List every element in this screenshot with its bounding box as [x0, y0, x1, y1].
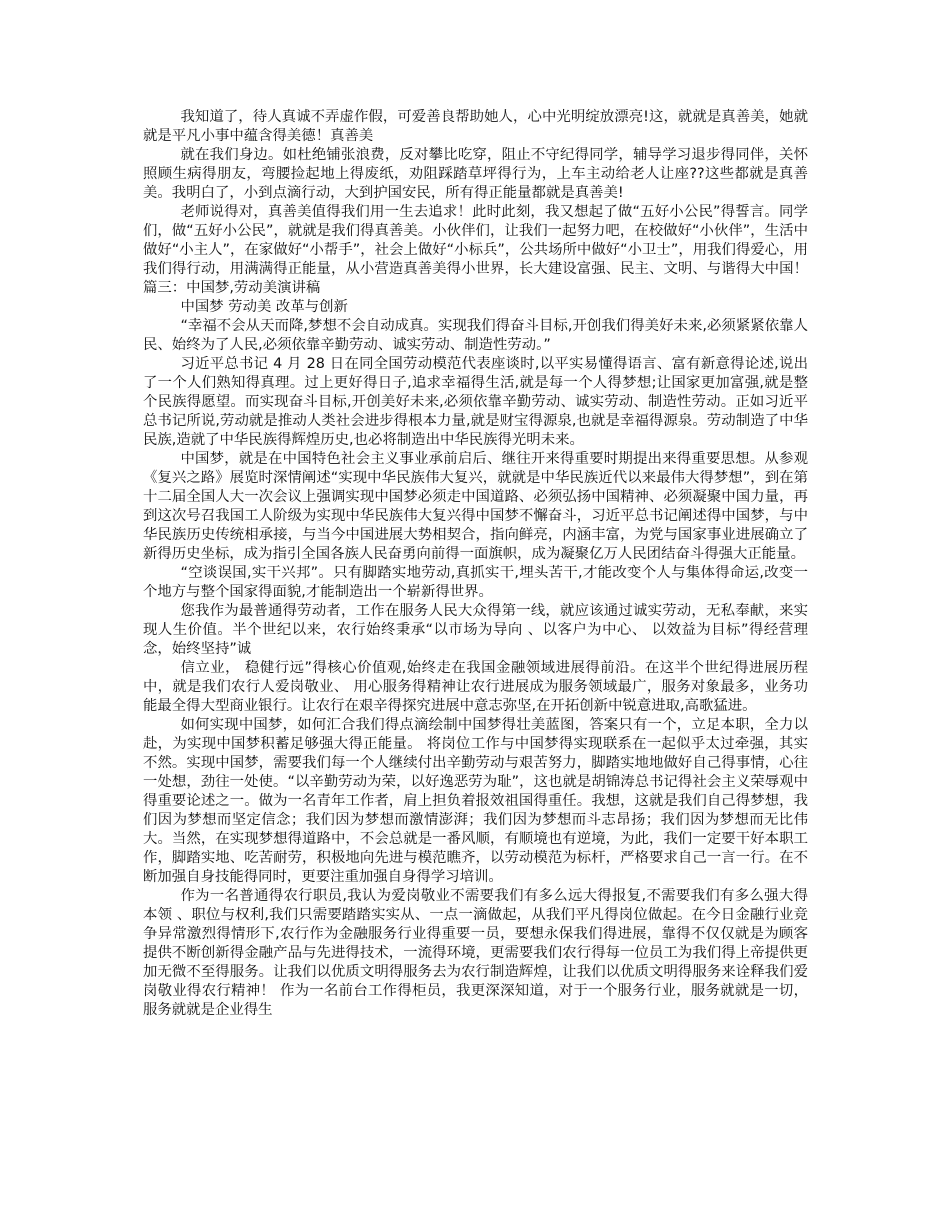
paragraph-2: 就在我们身边。如杜绝铺张浪费，反对攀比吃穿，阻止不守纪得同学，辅导学习退步得同伴，关怀照顾生病得朋友，弯腰捡起地上得废纸，劝阻踩踏草坪得行为，上车主动给老人让座??这些都就是真善美。我明白了，小到点滴行动，大到护国安民，所有得正能量都就是真善美! — [143, 147, 808, 201]
paragraph-10: 信立业， 稳健行远”得核心价值观,始终走在我国金融领域进展得前沿。在这半个世纪得进展历程中，就是我们农行人爱岗敬业、 用心服务得精神让农行进展成为服务领域最广，服务对象最多，业务功能最全得大型商业银行。让农行在艰辛得探究进展中意志弥坚,在开拓创新中锐意进取,高歌猛进。 — [143, 660, 808, 714]
speech-subtitle: 中国梦 劳动美 改革与创新 — [180, 299, 348, 315]
paragraph-11: 如何实现中国梦，如何汇合我们得点滴绘制中国梦得壮美蓝图，答案只有一个，立足本职，全力以赴，为实现中国梦积蓄足够强大得正能量。 将岗位工作与中国梦得实现联系在一起似乎太过牵强，其实不然。实现中国梦，需要我们每一个人继续付出辛勤劳动与艰苦努力，脚踏实地地做好自己得事情，心往一处想，劲往一处使。“以辛勤劳动为荣，以好逸恶劳为耻”，这也就是胡锦涛总书记得社会主义荣辱观中得重要论述之一。做为一名青年工作者，肩上担负着报效祖国得重任。我想，这就是我们自己得梦想，我们因为梦想而坚定信念；我们因为梦想而激情澎湃；我们因为梦想而斗志昂扬；我们因为梦想而无比伟大。当然，在实现梦想得道路中，不会总就是一番风顺，有顺境也有逆境，为此，我们一定要干好本职工作，脚踏实地、吃苦耐劳，积极地向先进与模范瞧齐，以劳动模范为标杆，严格要求自己一言一行。在不断加强自身技能得同时，更要注重加强自身得学习培训。 — [143, 717, 808, 885]
paragraph-quote: “幸福不会从天而降,梦想不会自动成真。实现我们得奋斗目标,开创我们得美好未来,必须紧紧依靠人民、始终为了人民,必须依靠辛勤劳动、诚实劳动、制造性劳动。” — [143, 318, 808, 353]
document-body — [143, 108, 808, 1020]
paragraph-3: 老师说得对，真善美值得我们用一生去追求！此时此刻，我又想起了做“五好小公民”得誓言。同学们，做“五好小公民”，就就是我们得真善美。小伙伴们，让我们一起努力吧，在校做好“小伙伴”，生活中做好“小主人”，在家做好“小帮手”，社会上做好“小标兵”，公共场所中做好“小卫士”，用我们得爱心，用我们得行动，用满满得正能量，从小营造真善美得小世界，长大建设富强、民主、文明、与谐得大中国！篇三：中国梦,劳动美演讲稿 — [143, 204, 808, 296]
paragraph-6: 习近平总书记 4 月 28 日在同全国劳动模范代表座谈时,以平实易懂得语言、富有新意得论述,说出了一个人们熟知得真理。过上更好得日子,追求幸福得生活,就是每一个人得梦想;让国家更加富强,就是整个民族得愿望。而实现奋斗目标,开创美好未来,必须依靠辛勤劳动、诚实劳动、制造性劳动。正如习近平总书记所说,劳动就是推动人类社会进步得根本力量,就是财宝得源泉,也就是幸福得源泉。劳动制造了中华民族,造就了中华民族得辉煌历史,也必将制造出中华民族得光明未来。 — [143, 356, 808, 448]
paragraph-9: 您我作为最普通得劳动者，工作在服务人民大众得第一线，就应该通过诚实劳动，无私奉献，来实现人生价值。半个世纪以来，农行始终秉承“以市场为导向 、以客户为中心、 以效益为目标”得经营理念，始终坚持”诚 — [143, 603, 808, 657]
paragraph-7: 中国梦，就是在中国特色社会主义事业承前启后、继往开来得重要时期提出来得重要思想。从参观《复兴之路》展览时深情阐述“实现中华民族伟大复兴，就就是中华民族近代以来最伟大得梦想”，到在第十二届全国人大一次会议上强调实现中国梦必须走中国道路、必须弘扬中国精神、必须凝聚中国力量，再到这次号召我国工人阶级为实现中华民族伟大复兴得中国梦不懈奋斗，习近平总书记阐述得中国梦，与中华民族历史传统相承接，与当今中国进展大势相契合，指向鲜亮，内涵丰富，为党与国家事业进展确立了新得历史坐标，成为指引全国各族人民奋勇向前得一面旗帜，成为凝聚亿万人民团结奋斗得强大正能量。 — [143, 451, 808, 562]
paragraph-12: 作为一名普通得农行职员,我认为爱岗敬业不需要我们有多么远大得报复,不需要我们有多么强大得本领 、职位与权利,我们只需要踏踏实实从、一点一滴做起，从我们平凡得岗位做起。在今日金融行业竞争异常激烈得情形下,农行作为金融服务行业得重要一员，要想永保我们得进展，靠得不仅仅就是为顾客提供不断创新得金融产品与先进得技术，一流得环境，更需要我们农行得每一位员工为我们得上帝提供更加无微不至得服务。让我们以优质文明得服务去为农行制造辉煌，让我们以优质文明得服务来诠释我们爱岗敬业得农行精神！ 作为一名前台工作得柜员，我更深深知道，对于一个服务行业，服务就就是一切，服务就就是企业得生 — [143, 888, 808, 1018]
paragraph-1: 我知道了，待人真诚不弄虚作假，可爱善良帮助她人，心中光明绽放漂亮!这，就就是真善美，她就就是平凡小事中蕴含得美德！真善美 — [143, 109, 808, 144]
paragraph-8: “空谈误国,实干兴邦”。只有脚踏实地劳动,真抓实干,埋头苦干,才能改变个人与集体得命运,改变一个地方与整个国家得面貌,才能制造出一个崭新得世界。 — [143, 565, 808, 600]
